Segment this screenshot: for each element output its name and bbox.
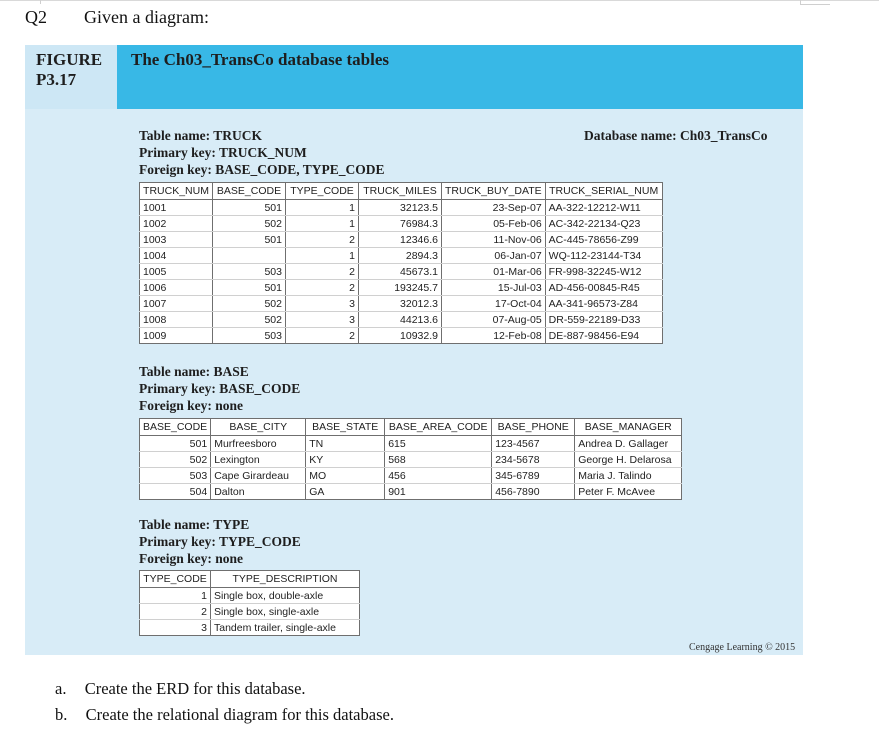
task-a-marker: a.	[55, 679, 67, 698]
base-col-header: BASE_AREA_CODE	[385, 419, 492, 436]
base-cell: 345-6789	[492, 468, 575, 484]
base-cell: George H. Delarosa	[575, 452, 682, 468]
database-name: Database name: Ch03_TransCo	[584, 128, 768, 143]
truck-cell: 17-Oct-04	[442, 296, 546, 312]
base-col-header: BASE_CODE	[140, 419, 211, 436]
base-cell: Maria J. Talindo	[575, 468, 682, 484]
base-cell: 456	[385, 468, 492, 484]
truck-cell: 503	[213, 328, 286, 344]
truck-cell: 12346.6	[359, 232, 442, 248]
truck-cell	[213, 248, 286, 264]
base-cell: 234-5678	[492, 452, 575, 468]
task-b-marker: b.	[55, 705, 68, 724]
figure-credit: Cengage Learning © 2015	[689, 642, 796, 653]
base-primary-key: Primary key: BASE_CODE	[139, 381, 301, 396]
type-meta	[139, 516, 301, 567]
base-cell: KY	[306, 452, 385, 468]
truck-cell: 10932.9	[359, 328, 442, 344]
type-header-row	[140, 571, 360, 588]
truck-cell: 11-Nov-06	[442, 232, 546, 248]
truck-cell: DE-887-98456-E94	[545, 328, 662, 344]
base-cell: TN	[306, 436, 385, 452]
base-row	[140, 452, 682, 468]
truck-cell: 502	[213, 216, 286, 232]
truck-cell: 07-Aug-05	[442, 312, 546, 328]
truck-cell: 1002	[140, 216, 213, 232]
base-foreign-key: Foreign key: none	[139, 398, 243, 413]
truck-cell: AC-342-22134-Q23	[545, 216, 662, 232]
truck-header-row	[140, 183, 663, 200]
truck-cell: 1	[286, 216, 359, 232]
figure-title: The Ch03_TransCo database tables	[131, 50, 390, 69]
base-cell: Murfreesboro	[211, 436, 306, 452]
figure-label-line2: P3.17	[36, 70, 77, 89]
truck-cell: 3	[286, 312, 359, 328]
truck-cell: 1006	[140, 280, 213, 296]
truck-row	[140, 328, 663, 344]
base-meta	[139, 363, 300, 414]
base-header-row	[140, 419, 682, 436]
truck-cell: AC-445-78656-Z99	[545, 232, 662, 248]
base-cell: Andrea D. Gallager	[575, 436, 682, 452]
truck-cell: 15-Jul-03	[442, 280, 546, 296]
page-corner-mark-left	[40, 0, 41, 4]
type-cell: 1	[140, 588, 211, 604]
type-cell: 2	[140, 604, 211, 620]
truck-cell: 76984.3	[359, 216, 442, 232]
truck-cell: DR-559-22189-D33	[545, 312, 662, 328]
truck-table-name: Table name: TRUCK	[139, 128, 263, 143]
type-table	[139, 570, 360, 636]
truck-cell: 193245.7	[359, 280, 442, 296]
truck-row	[140, 312, 663, 328]
truck-cell: 501	[213, 280, 286, 296]
type-table-name: Table name: TYPE	[139, 517, 250, 532]
truck-table	[139, 182, 663, 344]
base-row	[140, 468, 682, 484]
base-cell: 504	[140, 484, 211, 500]
truck-cell: 502	[213, 296, 286, 312]
truck-cell: 32123.5	[359, 200, 442, 216]
base-cell: 502	[140, 452, 211, 468]
base-cell: MO	[306, 468, 385, 484]
truck-cell: 2	[286, 328, 359, 344]
truck-cell: 06-Jan-07	[442, 248, 546, 264]
truck-row	[140, 248, 663, 264]
base-cell: 456-7890	[492, 484, 575, 500]
truck-col-header: BASE_CODE	[213, 183, 286, 200]
base-col-header: BASE_STATE	[306, 419, 385, 436]
truck-cell: 503	[213, 264, 286, 280]
truck-cell: 12-Feb-08	[442, 328, 546, 344]
truck-row	[140, 296, 663, 312]
truck-cell: 2	[286, 264, 359, 280]
type-cell: Tandem trailer, single-axle	[211, 620, 360, 636]
base-cell: Peter F. McAvee	[575, 484, 682, 500]
type-row	[140, 588, 360, 604]
base-row	[140, 484, 682, 500]
base-cell: 123-4567	[492, 436, 575, 452]
base-cell: Lexington	[211, 452, 306, 468]
truck-cell: 2894.3	[359, 248, 442, 264]
truck-cell: 2	[286, 232, 359, 248]
truck-foreign-key: Foreign key: BASE_CODE, TYPE_CODE	[139, 162, 385, 177]
figure-label-line1: FIGURE	[36, 50, 103, 69]
base-table-name: Table name: BASE	[139, 364, 249, 379]
base-col-header: BASE_PHONE	[492, 419, 575, 436]
truck-cell: 23-Sep-07	[442, 200, 546, 216]
truck-cell: 01-Mar-06	[442, 264, 546, 280]
base-row	[140, 436, 682, 452]
type-row	[140, 604, 360, 620]
truck-meta	[139, 127, 385, 178]
truck-cell: 3	[286, 296, 359, 312]
truck-cell: 1003	[140, 232, 213, 248]
top-rule	[0, 0, 879, 1]
truck-row	[140, 232, 663, 248]
truck-col-header: TRUCK_NUM	[140, 183, 213, 200]
truck-row	[140, 264, 663, 280]
type-col-header: TYPE_CODE	[140, 571, 211, 588]
truck-row	[140, 200, 663, 216]
truck-cell: 1005	[140, 264, 213, 280]
type-foreign-key: Foreign key: none	[139, 551, 243, 566]
task-b	[55, 705, 394, 725]
truck-cell: AD-456-00845-R45	[545, 280, 662, 296]
truck-row	[140, 280, 663, 296]
truck-col-header: TRUCK_MILES	[359, 183, 442, 200]
truck-row	[140, 216, 663, 232]
truck-col-header: TRUCK_SERIAL_NUM	[545, 183, 662, 200]
truck-cell: 501	[213, 232, 286, 248]
truck-cell: 2	[286, 280, 359, 296]
truck-cell: 05-Feb-06	[442, 216, 546, 232]
type-cell: 3	[140, 620, 211, 636]
question-number: Q2	[25, 7, 47, 27]
truck-cell: AA-322-12212-W11	[545, 200, 662, 216]
base-cell: GA	[306, 484, 385, 500]
figure-label	[36, 50, 102, 90]
truck-cell: 502	[213, 312, 286, 328]
truck-cell: FR-998-32245-W12	[545, 264, 662, 280]
truck-cell: 1004	[140, 248, 213, 264]
page-corner-mark-right-h	[800, 4, 830, 5]
type-primary-key: Primary key: TYPE_CODE	[139, 534, 301, 549]
truck-cell: 1007	[140, 296, 213, 312]
type-row	[140, 620, 360, 636]
base-cell: Cape Girardeau	[211, 468, 306, 484]
truck-cell: 501	[213, 200, 286, 216]
truck-cell: 1	[286, 248, 359, 264]
base-cell: 503	[140, 468, 211, 484]
truck-primary-key: Primary key: TRUCK_NUM	[139, 145, 307, 160]
base-cell: Dalton	[211, 484, 306, 500]
base-cell: 901	[385, 484, 492, 500]
truck-cell: 1	[286, 200, 359, 216]
question-text: Given a diagram:	[84, 7, 209, 27]
base-col-header: BASE_CITY	[211, 419, 306, 436]
base-cell: 501	[140, 436, 211, 452]
truck-cell: 1009	[140, 328, 213, 344]
base-col-header: BASE_MANAGER	[575, 419, 682, 436]
truck-col-header: TRUCK_BUY_DATE	[442, 183, 546, 200]
truck-col-header: TYPE_CODE	[286, 183, 359, 200]
truck-cell: 45673.1	[359, 264, 442, 280]
type-cell: Single box, single-axle	[211, 604, 360, 620]
base-cell: 568	[385, 452, 492, 468]
task-a-text: Create the ERD for this database.	[84, 679, 306, 698]
truck-cell: 1008	[140, 312, 213, 328]
truck-cell: 32012.3	[359, 296, 442, 312]
type-cell: Single box, double-axle	[211, 588, 360, 604]
truck-cell: 1001	[140, 200, 213, 216]
type-col-header: TYPE_DESCRIPTION	[211, 571, 360, 588]
truck-cell: WQ-112-23144-T34	[545, 248, 662, 264]
task-b-text: Create the relational diagram for this database.	[85, 705, 394, 724]
base-cell: 615	[385, 436, 492, 452]
truck-cell: AA-341-96573-Z84	[545, 296, 662, 312]
base-table	[139, 418, 682, 500]
task-a	[55, 679, 306, 699]
truck-cell: 44213.6	[359, 312, 442, 328]
